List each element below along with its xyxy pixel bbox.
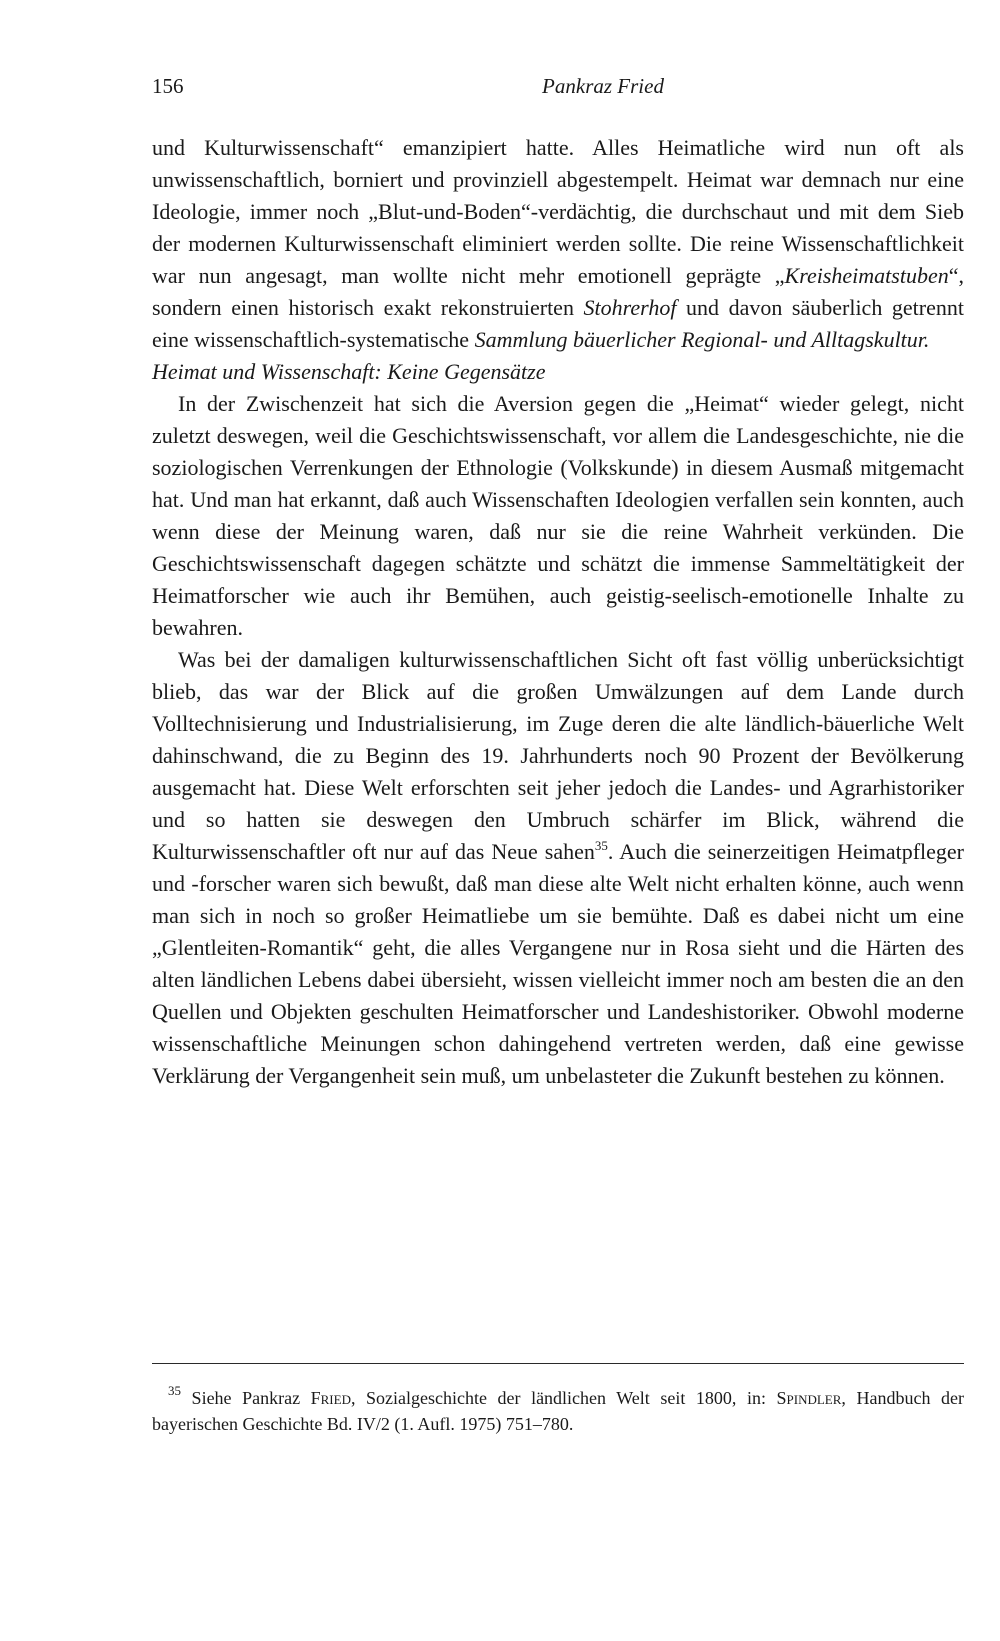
text-run: “, sondern einen historisch exakt rekonstruierten [152,263,964,320]
page-number: 156 [152,74,184,98]
author-name: Spindler [776,1388,842,1408]
text-run: , Handbuch der bayerischen Geschichte Bd. IV/2 (1. Aufl. 1975) 751–780. [152,1388,964,1434]
footnote-number: 35 [168,1383,181,1398]
italic-run: Sammlung bäuerlicher Regional- und Alltagskultur. [474,327,930,352]
text-run: , Sozialgeschichte der ländlichen Welt seit 1800, in: [350,1388,777,1408]
italic-run: Stohrerhof [583,295,677,320]
section-heading: Heimat und Wissenschaft: Keine Gegensätze [152,359,546,384]
paragraph [152,644,964,1092]
body-text [152,132,964,1092]
italic-run: Kreisheimatstuben [784,263,949,288]
text-run: Siehe Pankraz [181,1388,311,1408]
paragraph [152,132,964,356]
text-run: . Auch die seinerzeitigen Heimatpfleger und -forscher waren sich bewußt, daß man diese alte Welt nicht erhalten könne, auch wenn man sich in noch so großer Heimatliebe um sie bemühte. Daß es dabei nicht um eine „Glentleiten-Romantik“ geht, die alles Vergangene nur in Rosa sieht und die Härten des alten ländlichen Lebens dabei übersieht, wissen vielleicht immer noch am besten die an den Quellen und Objekten geschulten Heimatforscher und Landeshistoriker. Obwohl moderne wissenschaftliche Meinungen schon dahingehend vertreten werden, daß eine gewisse Verklärung der Vergangenheit sein muß, um unbelasteter die Zukunft bestehen zu können. [152,839,965,1088]
paragraph: In der Zwischenzeit hat sich die Aversion gegen die „Heimat“ wieder gelegt, nicht zuletzt deswegen, weil die Geschichtswissenschaft, vor allem die Landesgeschichte, nie die soziologischen Verrenkungen der Ethnologie (Volkskunde) in diesem Ausmaß mitgemacht hat. Und man hat erkannt, daß auch Wissenschaften Ideologien verfallen sein konnten, auch wenn diese der Meinung waren, daß nur sie die reine Wahrheit verkünden. Die Geschichtswissenschaft dagegen schätzte und schätzt die immense Sammeltätigkeit der Heimatforscher wie auch ihr Bemühen, auch geistig-seelisch-emotionelle Inhalte zu bewahren. [152,391,964,640]
page-header [152,74,964,104]
text-run: und Kulturwissenschaft“ emanzipiert hatte. Alles Heimatliche wird nun oft als unwissenschaftlich, borniert und provinziell abgestempelt. Heimat war demnach nur eine Ideologie, immer noch „Blut-und-Boden“-verdächtig, die durchschaut und mit dem Sieb der modernen Kulturwissenschaft eliminiert werden sollte. Die reine Wissenschaftlichkeit war nun angesagt, man wollte nicht mehr emotionell geprägte „ [152,135,964,288]
footnotes [152,1385,964,1437]
author-name: Fried [310,1388,351,1408]
running-head: Pankraz Fried [542,74,664,98]
text-run: und davon säuberlich getrennt eine wissenschaftlich-systematische [152,295,964,352]
text-run: Was bei der damaligen kulturwissenschaftlichen Sicht oft fast völlig unberücksichtigt blieb, das war der Blick auf die großen Umwälzungen auf dem Lande durch Volltechnisierung und Industrialisierung, im Zuge deren die alte ländlich-bäuerliche Welt dahinschwand, die zu Beginn des 19. Jahrhunderts noch 90 Prozent der Bevölkerung ausgemacht hat. Diese Welt erforschten seit jeher jedoch die Landes- und Agrarhistoriker und so hatten sie deswegen den Umbruch schärfer im Blick, während die Kulturwissenschaftler oft nur auf das Neue sahen [152,647,964,864]
footnote-divider [152,1363,964,1364]
footnote [152,1385,964,1437]
footnote-reference[interactable]: 35 [594,838,608,853]
